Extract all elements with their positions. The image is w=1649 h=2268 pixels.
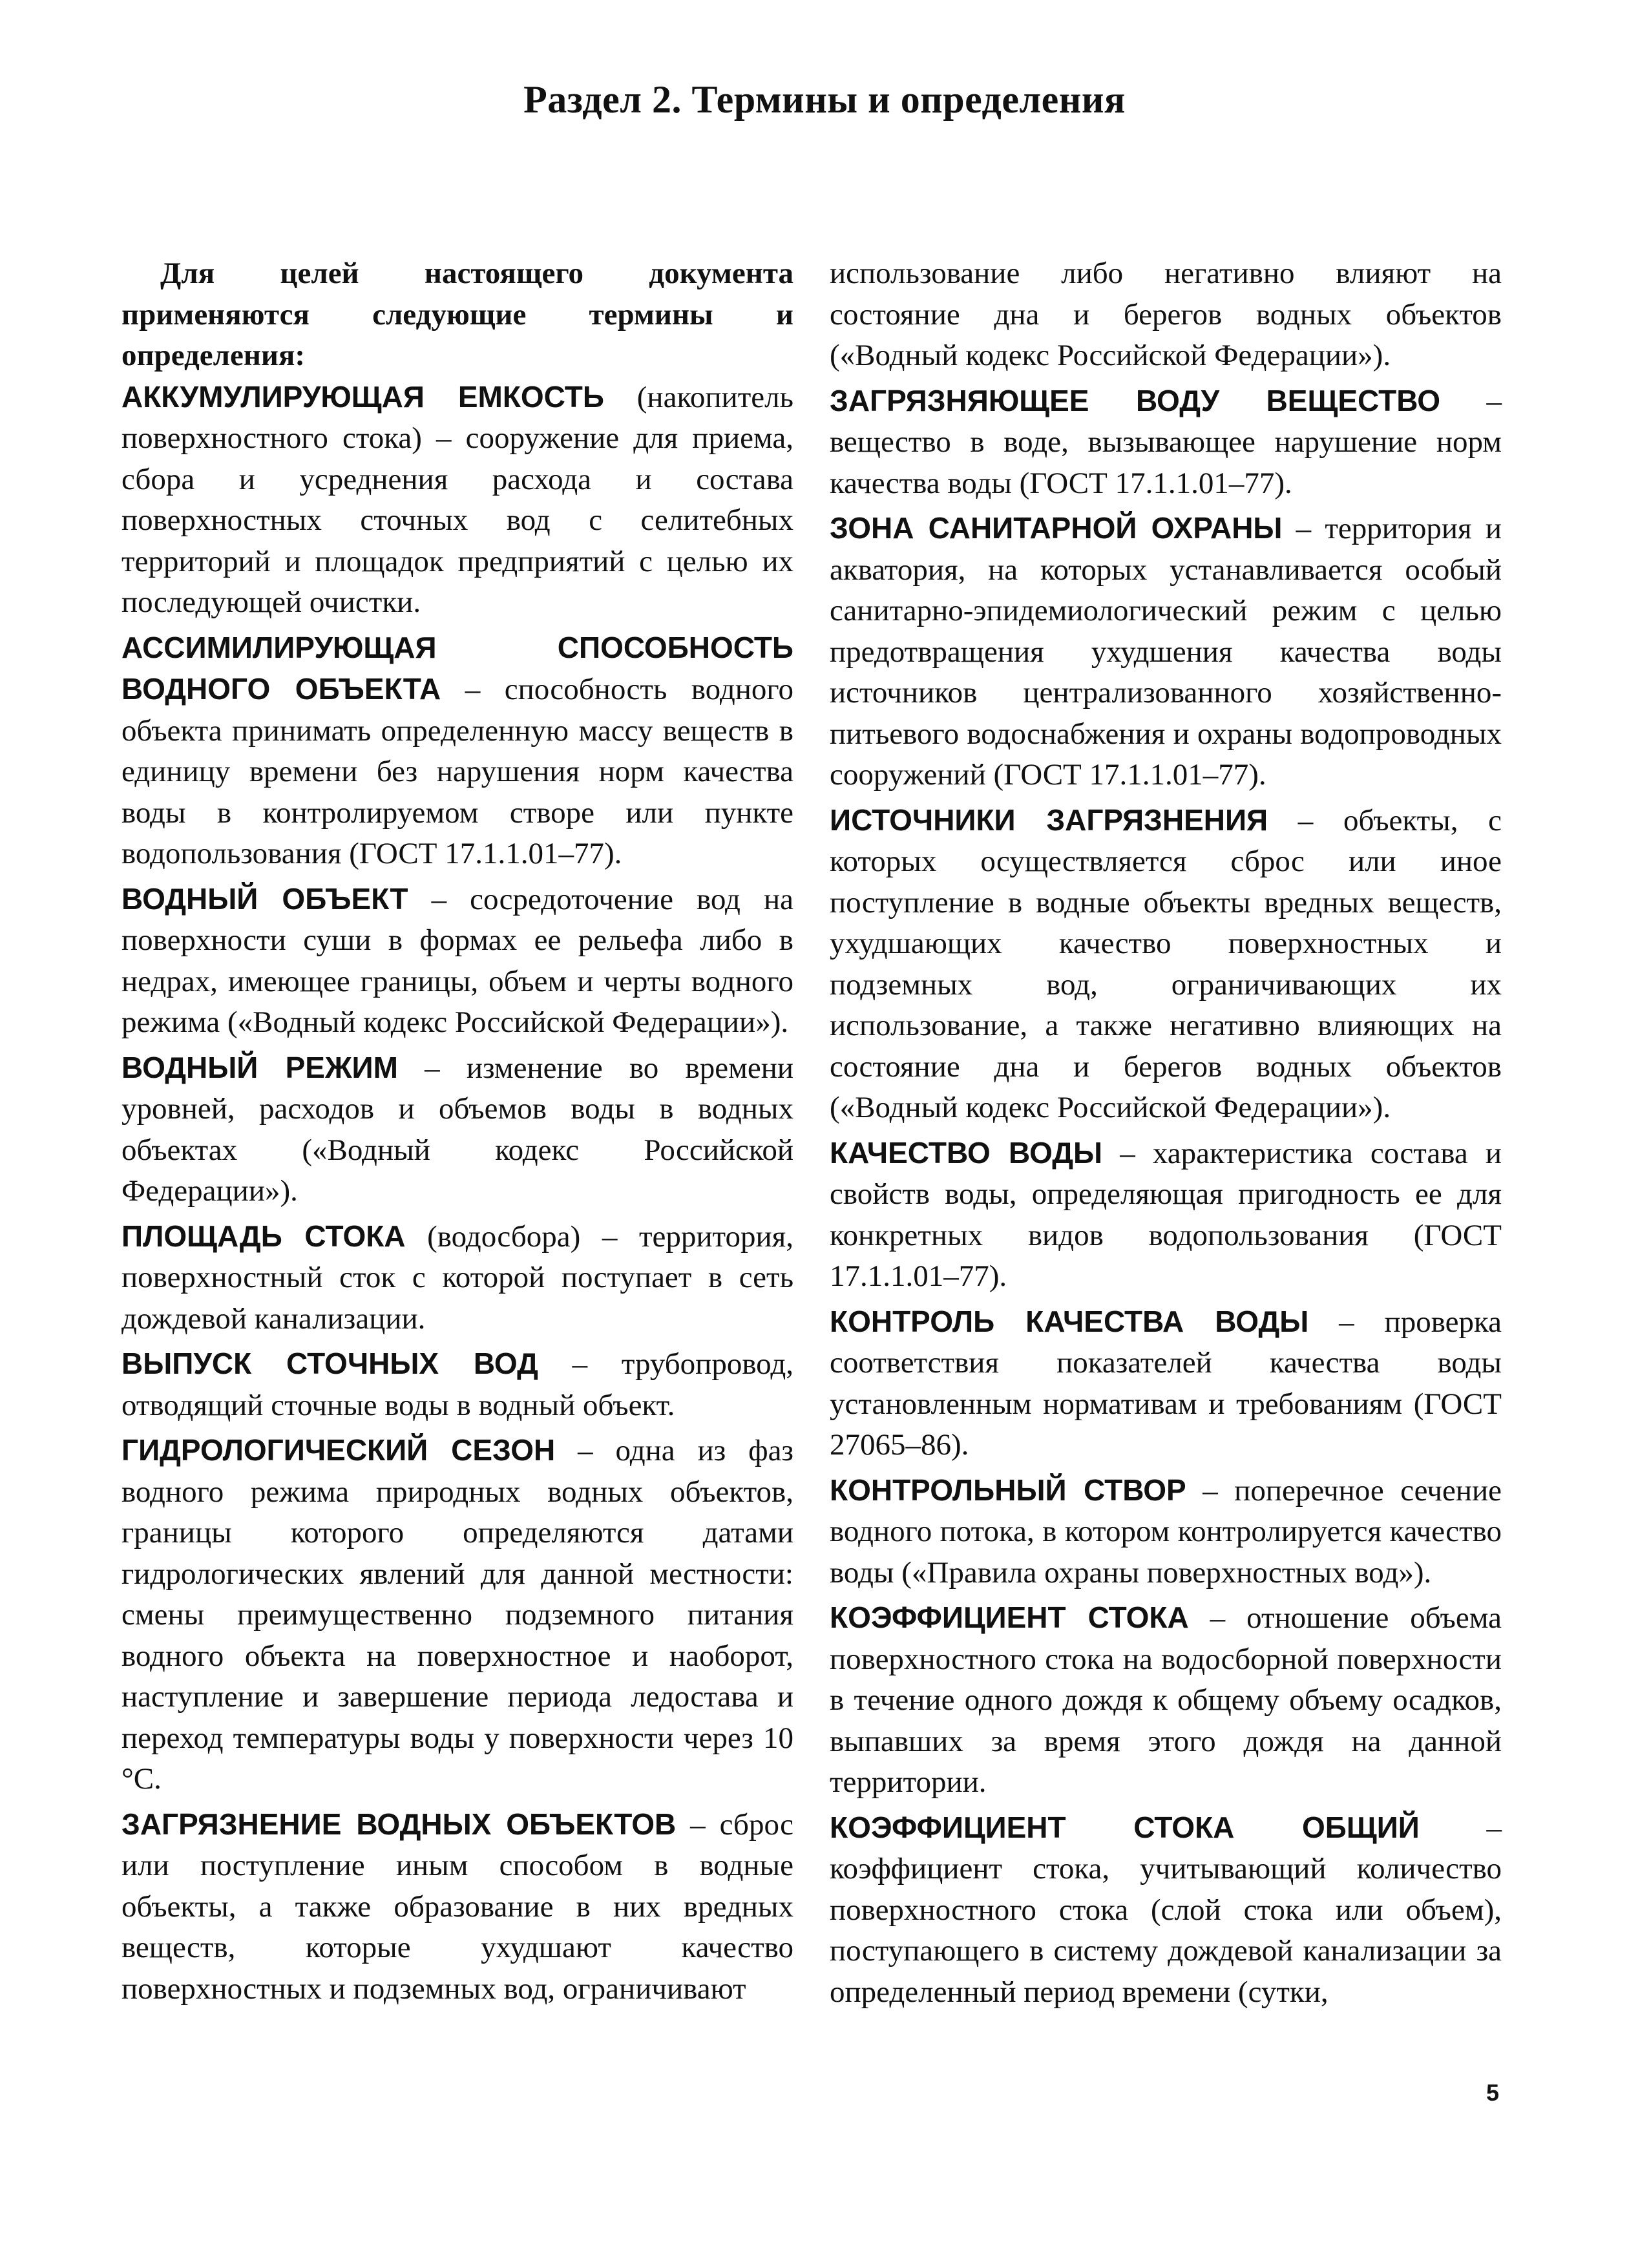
right-term-list [830,381,1502,2013]
term-entry [830,1807,1502,2013]
section-heading: Раздел 2. Термины и определения [523,78,1126,121]
term-definition: – объекты, с которых осуществляется сброс или иное поступление в водные объекты вредных веществ, ухудшающих качество поверхностных и подземных вод, ограничивающих их использование, а также негативно влияющих на состояние дна и берегов водных объектов («Водный кодекс Российской Федерации»). [830,803,1502,1124]
term-entry [830,381,1502,505]
term-entry [830,508,1502,796]
term-entry [121,879,793,1044]
term-name: КОНТРОЛЬ КАЧЕСТВА ВОДЫ [830,1304,1309,1338]
term-definition: – вещество в воде, вызывающее нарушение норм качества воды (ГОСТ 17.1.1.01–77). [830,384,1502,500]
term-name: ПЛОЩАДЬ СТОКА [121,1219,406,1253]
term-name: ВЫПУСК СТОЧНЫХ ВОД [121,1347,538,1380]
term-entry [830,1597,1502,1803]
term-definition: (водосбора) – территория, поверхностный сток с которой поступает в сеть дождевой канализации. [121,1219,793,1336]
term-entry [830,1470,1502,1594]
term-name: АККУМУЛИРУЮЩАЯ ЕМКОСТЬ [121,379,604,414]
term-entry [121,1430,793,1800]
term-entry [121,1343,793,1426]
term-name: КАЧЕСТВО ВОДЫ [830,1135,1103,1170]
term-definition: – сосредоточение вод на поверхности суши в формах ее рельефа либо в недрах, имеющее границы, объем и черты водного режима («Водный кодекс Российской Федерации»). [121,882,793,1039]
term-entry [121,1216,793,1340]
intro-paragraph: Для целей настоящего документа применяются следующие термины и определения: [121,257,793,372]
term-definition: – характеристика состава и свойств воды, определяющая пригодность ее для конкретных видов водопользования (ГОСТ 17.1.1.01–77). [830,1136,1502,1293]
term-name: ИСТОЧНИКИ ЗАГРЯЗНЕНИЯ [830,803,1268,837]
term-name: КОЭФФИЦИЕНТ СТОКА [830,1601,1189,1634]
right-column [830,253,1502,2017]
term-definition: – трубопровод, отводящий сточные воды в водный объект. [121,1347,793,1422]
left-column [121,253,793,2013]
term-name: АССИМИЛИРУЮЩАЯ СПОСОБНОСТЬ ВОДНОГО ОБЪЕКТА [121,630,793,706]
term-definition: (накопитель поверхностного стока) – сооружение для приема, сбора и усреднения расхода и состава поверхностных сточных вод с селитебных территорий и площадок предприятий с целью их последующей очистки. [121,380,793,619]
term-entry [121,1047,793,1212]
term-entry [121,1804,793,2010]
continuation-paragraph: использование либо негативно влияют на состояние дна и берегов водных объектов («Водный кодекс Российской Федерации»). [830,257,1502,372]
term-name: ЗАГРЯЗНЯЮЩЕЕ ВОДУ ВЕЩЕСТВО [830,383,1441,417]
term-name: ВОДНЫЙ РЕЖИМ [121,1050,398,1084]
term-definition: – изменение во времени уровней, расходов и объемов воды в водных объектах («Водный кодекс Российской Федерации»). [121,1051,793,1208]
term-definition: – проверка соответствия показателей качества воды установленным нормативам и требованиям (ГОСТ 27065–86). [830,1305,1502,1462]
term-entry [830,1301,1502,1466]
term-name: ЗАГРЯЗНЕНИЕ ВОДНЫХ ОБЪЕКТОВ [121,1807,677,1841]
page-number: 5 [1486,2079,1500,2106]
term-definition: – сброс или поступление иным способом в водные объекты, а также образование в них вредных веществ, которые ухудшают качество поверхностных и подземных вод, ограничивают [121,1807,793,2006]
left-term-list [121,377,793,2010]
term-name: КОЭФФИЦИЕНТ СТОКА ОБЩИЙ [830,1810,1420,1844]
term-definition: – поперечное сечение водного потока, в котором контролируется качество воды («Правила охраны поверхностных вод»). [830,1473,1502,1590]
term-name: ВОДНЫЙ ОБЪЕКТ [121,881,408,916]
term-definition: – коэффициент стока, учитывающий количество поверхностного стока (слой стока или объем), поступающего в систему дождевой канализации за определенный период времени (сутки, [830,1811,1502,2009]
term-name: ЗОНА САНИТАРНОЙ ОХРАНЫ [830,511,1283,545]
term-name: ГИДРОЛОГИЧЕСКИЙ СЕЗОН [121,1433,556,1467]
term-entry [830,800,1502,1129]
term-entry [121,377,793,624]
term-definition: – отношение объема поверхностного стока на водосборной поверхности в течение одного дождя к общему объему осадков, выпавших за время этого дождя на данной территории. [830,1601,1502,1799]
term-definition: – одна из фаз водного режима природных водных объектов, границы которого определяются датами гидрологических явлений для данной местности: смены преимущественно подземного питания водного объекта на поверхностное и наоборот, наступление и завершение периода ледостава и переход температуры воды у поверхности через 10 °С. [121,1434,794,1796]
term-entry [121,627,793,875]
term-definition: – способность водного объекта принимать определенную массу веществ в единицу времени без нарушения норм качества воды в контролируемом створе или пункте водопользования (ГОСТ 17.1.1.01–77). [121,673,793,870]
term-name: КОНТРОЛЬНЫЙ СТВОР [830,1473,1186,1507]
term-entry [830,1133,1502,1297]
term-definition: – территория и акватория, на которых устанавливается особый санитарно-эпидемиологический режим с целью предотвращения ухудшения качества воды источников централизованного хозяйственно-питьевого водоснабжения и охраны водопроводных сооружений (ГОСТ 17.1.1.01–77). [830,512,1502,792]
